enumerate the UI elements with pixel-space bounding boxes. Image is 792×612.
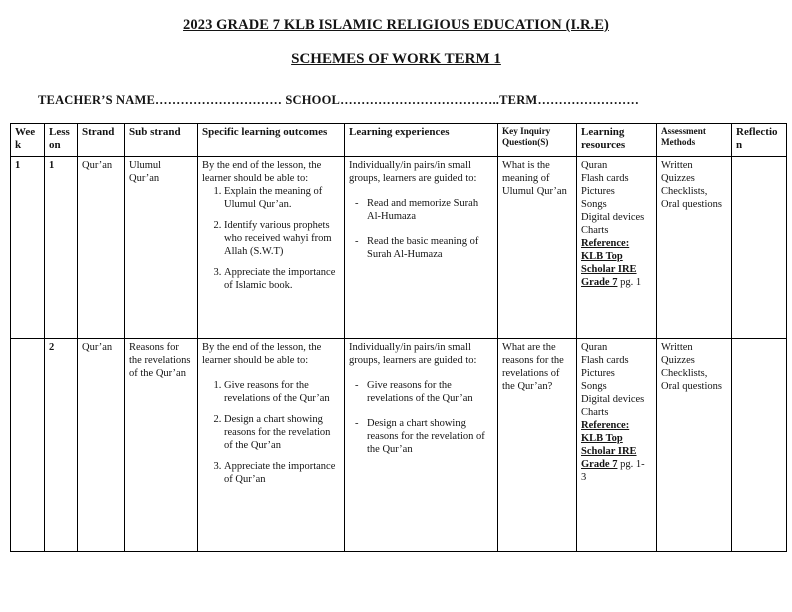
term-label: TERM bbox=[499, 93, 538, 107]
header-key-inquiry-questions: Key Inquiry Question(S) bbox=[498, 124, 577, 157]
outcomes-cell bbox=[198, 339, 345, 552]
lesson-cell: 2 bbox=[45, 339, 78, 552]
resource-item: Digital devices bbox=[581, 394, 645, 406]
week-cell bbox=[11, 339, 45, 552]
resources-cell bbox=[577, 339, 657, 552]
table-header-row bbox=[11, 124, 787, 157]
header-lesson: Lesson bbox=[45, 124, 78, 157]
reflection-cell bbox=[732, 339, 787, 552]
resource-item: Charts bbox=[581, 407, 609, 419]
document-subtitle: SCHEMES OF WORK TERM 1 bbox=[291, 51, 501, 67]
header-learning-experiences: Learning experiences bbox=[345, 124, 498, 157]
school-label: SCHOOL bbox=[285, 93, 341, 107]
resources-cell bbox=[577, 157, 657, 339]
resource-item: Pictures bbox=[581, 186, 615, 198]
experience-item: - Read the basic meaning of Surah Al-Humaza bbox=[367, 235, 492, 261]
outcomes-cell bbox=[198, 157, 345, 339]
outcomes-list bbox=[202, 379, 339, 486]
strand-cell: Qur’an bbox=[78, 157, 125, 339]
assessment-cell: Written Quizzes Checklists, Oral questions bbox=[657, 157, 732, 339]
key-inquiry-cell: What is the meaning of Ulumul Qur’an bbox=[498, 157, 577, 339]
header-strand: Strand bbox=[78, 124, 125, 157]
experience-item: - Give reasons for the revelations of the Qur’an bbox=[367, 379, 492, 405]
key-inquiry-cell: What are the reasons for the revelations of the Qur’an? bbox=[498, 339, 577, 552]
resources-list bbox=[581, 159, 647, 237]
reference-note bbox=[581, 419, 647, 484]
sub-strand-cell: Reasons for the revelations of the Qur’an bbox=[125, 339, 198, 552]
resource-item: Quran bbox=[581, 342, 608, 353]
outcomes-list bbox=[202, 185, 339, 292]
header-week: Week bbox=[11, 124, 45, 157]
outcome-item: 3. Appreciate the importance of Islamic book. bbox=[224, 266, 339, 292]
resource-item: Digital devices bbox=[581, 212, 645, 224]
outcome-item: 2. Identify various prophets who received wahyi from Allah (S.W.T) bbox=[224, 219, 339, 258]
reference-title: Reference: KLB Top Scholar IRE Grade 7 bbox=[581, 420, 637, 471]
resources-list bbox=[581, 341, 647, 419]
header-learning-resources: Learning resources bbox=[577, 124, 657, 157]
experience-item: - Read and memorize Surah Al-Humaza bbox=[367, 197, 492, 223]
table-row bbox=[11, 339, 787, 552]
header-reflection: Reflection bbox=[732, 124, 787, 157]
outcomes-intro: By the end of the lesson, the learner should be able to: bbox=[202, 160, 322, 185]
header-specific-learning-outcomes: Specific learning outcomes bbox=[198, 124, 345, 157]
experiences-intro: Individually/in pairs/in small groups, learners are guided to: bbox=[349, 160, 477, 185]
teacher-school-term-line bbox=[38, 93, 792, 108]
reference-page: pg. 1-3 bbox=[581, 459, 645, 484]
reflection-cell bbox=[732, 157, 787, 339]
reference-page: pg. 1 bbox=[617, 277, 642, 289]
experience-item: - Design a chart showing reasons for the revelation of the Qur’an bbox=[367, 417, 492, 456]
teacher-name-label: TEACHER’S NAME bbox=[38, 93, 156, 107]
table-row bbox=[11, 157, 787, 339]
document-title: 2023 GRADE 7 KLB ISLAMIC RELIGIOUS EDUCATION (I.R.E) bbox=[183, 17, 609, 33]
outcome-item: 3. Appreciate the importance of Qur’an bbox=[224, 460, 339, 486]
experiences-list bbox=[349, 379, 492, 456]
outcome-item: 2. Design a chart showing reasons for the revelation of the Qur’an bbox=[224, 413, 339, 452]
experiences-cell bbox=[345, 339, 498, 552]
header-assessment-methods: Assessment Methods bbox=[657, 124, 732, 157]
resource-item: Flash cards bbox=[581, 173, 629, 185]
sub-strand-cell: Ulumul Qur’an bbox=[125, 157, 198, 339]
outcome-item: 1. Explain the meaning of Ulumul Qur’an. bbox=[224, 185, 339, 211]
reference-title: Reference: KLB Top Scholar IRE Grade 7 bbox=[581, 238, 637, 289]
resource-item: Songs bbox=[581, 199, 607, 211]
resource-item: Quran bbox=[581, 160, 608, 171]
resource-item: Pictures bbox=[581, 368, 615, 380]
outcomes-intro: By the end of the lesson, the learner should be able to: bbox=[202, 342, 322, 367]
strand-cell: Qur’an bbox=[78, 339, 125, 552]
week-cell: 1 bbox=[11, 157, 45, 339]
lesson-cell: 1 bbox=[45, 157, 78, 339]
header-sub-strand: Sub strand bbox=[125, 124, 198, 157]
experiences-intro: Individually/in pairs/in small groups, learners are guided to: bbox=[349, 342, 477, 367]
teacher-name-blank: ………………………… bbox=[155, 93, 283, 107]
resource-item: Charts bbox=[581, 225, 609, 237]
schemes-of-work-table bbox=[10, 123, 787, 552]
resource-item: Songs bbox=[581, 381, 607, 393]
reference-note bbox=[581, 237, 647, 289]
experiences-list bbox=[349, 197, 492, 261]
assessment-cell: Written Quizzes Checklists, Oral questions bbox=[657, 339, 732, 552]
experiences-cell bbox=[345, 157, 498, 339]
resource-item: Flash cards bbox=[581, 355, 629, 367]
outcome-item: 1. Give reasons for the revelations of the Qur’an bbox=[224, 379, 339, 405]
term-blank: …………………… bbox=[537, 93, 640, 107]
school-blank: ……………………………….. bbox=[340, 93, 500, 107]
